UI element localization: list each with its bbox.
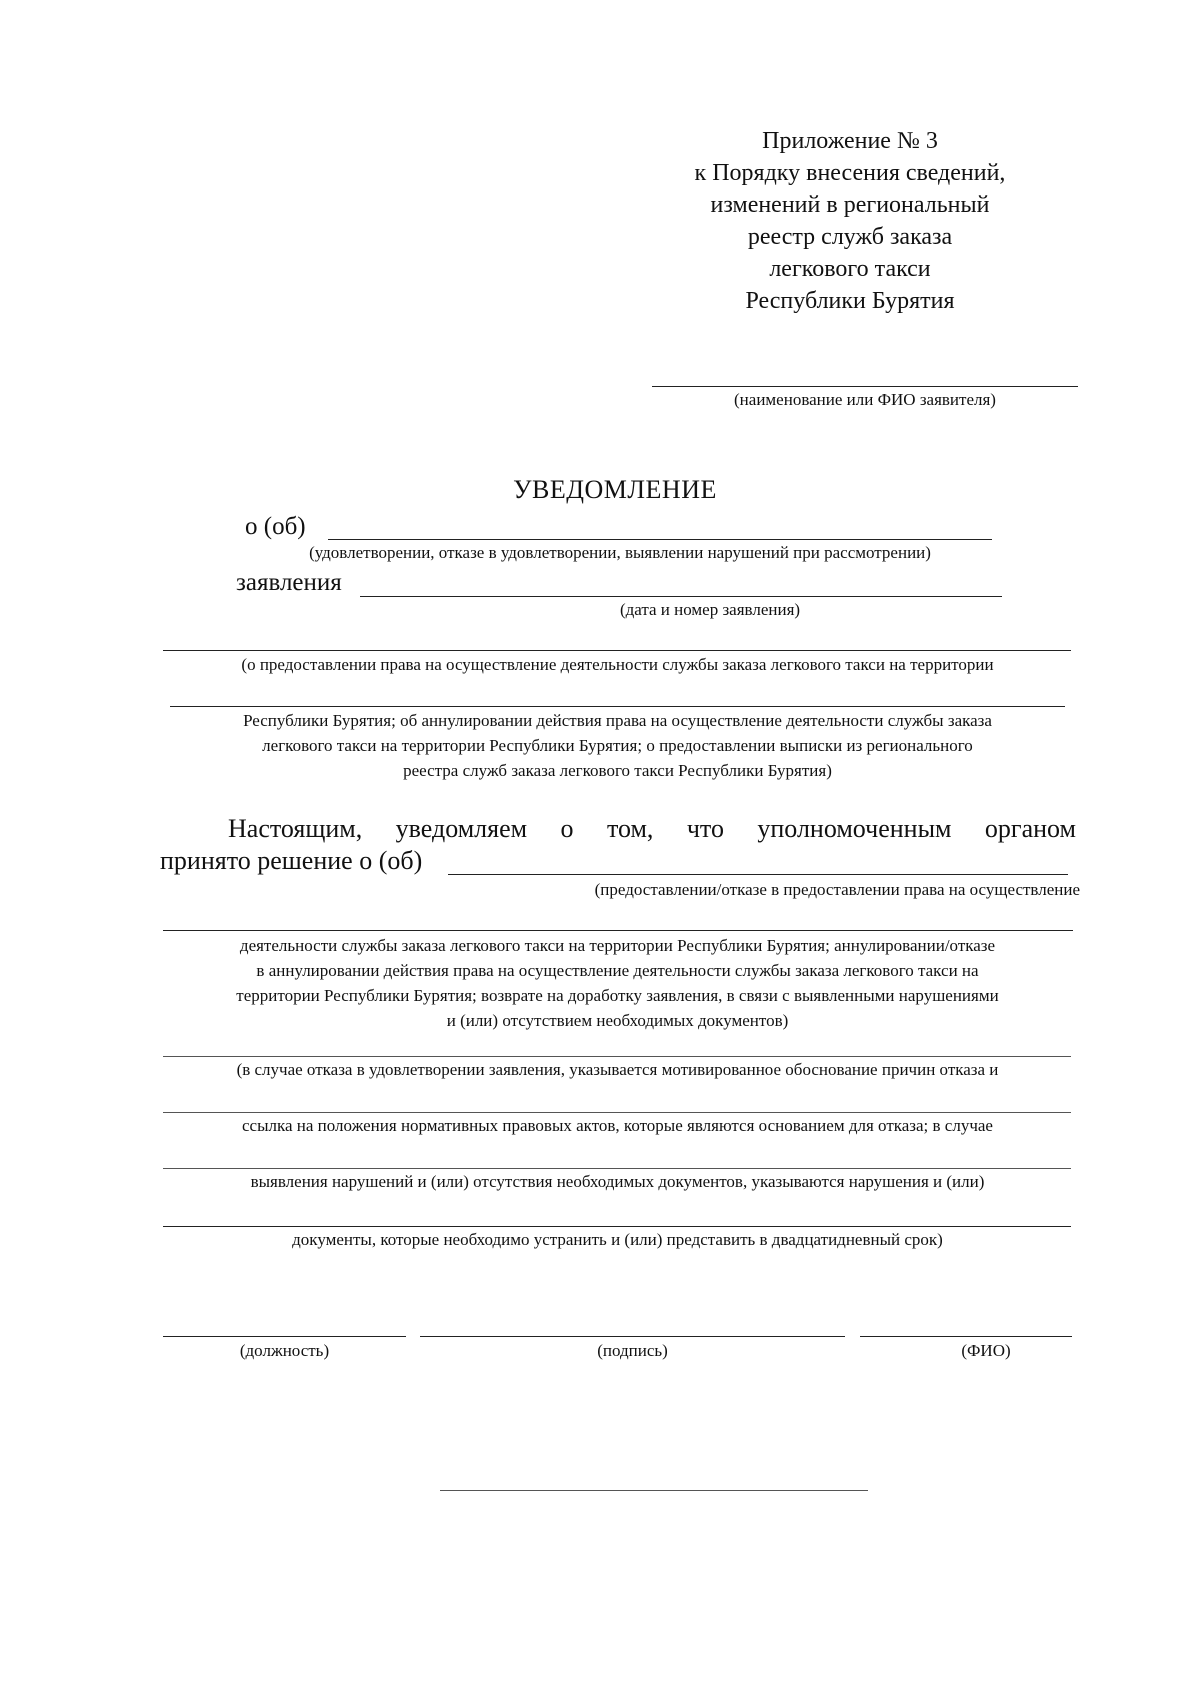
- body-word-2: уведомляем: [395, 814, 528, 843]
- appendix-line-6: Республики Бурятия: [745, 288, 955, 314]
- subject-field-line-2[interactable]: [170, 706, 1065, 707]
- subject-caption-block: [160, 708, 1075, 783]
- reasons-caption-3: выявления нарушений и (или) отсутствия необходимых документов, указываются нарушения и (или): [250, 1172, 985, 1191]
- reasons-field-line-3[interactable]: [163, 1168, 1071, 1169]
- decision-caption-2: деятельности службы заказа легкового такси на территории Республики Бурятия; аннулировании/отказе: [239, 936, 996, 955]
- document-title: УВЕДОМЛЕНИЕ: [513, 475, 717, 504]
- subject-field-line-1[interactable]: [163, 650, 1071, 651]
- appendix-line-5: легкового такси: [769, 256, 931, 282]
- decision-caption-block: [155, 933, 1080, 1033]
- about-field-line[interactable]: [328, 539, 992, 540]
- appendix-line-1: Приложение № 3: [762, 128, 938, 154]
- body-word-1: Настоящим,: [228, 814, 363, 843]
- position-caption: (должность): [239, 1341, 330, 1360]
- subject-caption-2: Республики Бурятия; об аннулировании действия права на осуществление деятельности службы заказа: [243, 711, 992, 730]
- body-word-4: том,: [606, 814, 654, 843]
- reasons-caption-1: (в случае отказа в удовлетворении заявления, указывается мотивированное обоснование причин отказа и: [236, 1060, 999, 1079]
- signature-caption: (подпись): [597, 1341, 668, 1360]
- body-first-line: [228, 814, 1076, 844]
- about-prefix: о (об): [245, 513, 306, 540]
- name-field-line[interactable]: [860, 1336, 1072, 1337]
- decision-prefix: принято решение о (об): [160, 846, 423, 875]
- decision-field-line-2[interactable]: [163, 930, 1073, 931]
- reasons-caption-4: документы, которые необходимо устранить и (или) представить в двадцатидневный срок): [292, 1230, 943, 1249]
- application-field-line[interactable]: [360, 596, 1002, 597]
- about-caption: (удовлетворении, отказе в удовлетворении, выявлении нарушений при рассмотрении): [309, 543, 931, 562]
- decision-field-line-1[interactable]: [448, 874, 1068, 875]
- appendix-header: [640, 125, 1060, 317]
- signature-field-line[interactable]: [420, 1336, 845, 1337]
- reasons-field-line-4[interactable]: [163, 1226, 1071, 1227]
- subject-caption-4: реестра служб заказа легкового такси Республики Бурятия): [403, 761, 832, 780]
- reasons-caption-2: ссылка на положения нормативных правовых актов, которые являются основанием для отказа; в случае: [242, 1116, 993, 1135]
- application-caption: (дата и номер заявления): [619, 600, 801, 619]
- subject-caption-3: легкового такси на территории Республики Бурятия; о предоставлении выписки из регионального: [262, 736, 973, 755]
- appendix-line-4: реестр служб заказа: [747, 224, 953, 250]
- subject-caption-1: (о предоставлении права на осуществление деятельности службы заказа легкового такси на территории: [241, 655, 994, 674]
- decision-caption-5: и (или) отсутствием необходимых документов): [446, 1011, 789, 1030]
- reasons-field-line-2[interactable]: [163, 1112, 1071, 1113]
- applicant-caption: (наименование или ФИО заявителя): [734, 390, 996, 409]
- decision-caption-4: территории Республики Бурятия; возврате на доработку заявления, в связи с выявленными нарушениями: [236, 986, 999, 1005]
- decision-caption-1: (предоставлении/отказе в предоставлении права на осуществление: [594, 880, 1080, 899]
- decision-caption-3: в аннулировании действия права на осуществление деятельности службы заказа легкового такси на: [256, 961, 979, 980]
- applicant-name-line[interactable]: [652, 386, 1078, 387]
- name-caption: (ФИО): [961, 1341, 1011, 1360]
- body-word-6: уполномоченным: [757, 814, 952, 843]
- reasons-field-line-1[interactable]: [163, 1056, 1071, 1057]
- application-prefix: заявления: [236, 569, 342, 596]
- position-field-line[interactable]: [163, 1336, 406, 1337]
- body-word-3: о: [560, 814, 574, 843]
- appendix-line-2: к Порядку внесения сведений,: [694, 160, 1006, 186]
- appendix-line-3: изменений в региональный: [710, 192, 990, 218]
- body-word-5: что: [686, 814, 724, 843]
- footer-divider: [440, 1490, 868, 1491]
- body-word-7: органом: [984, 814, 1076, 843]
